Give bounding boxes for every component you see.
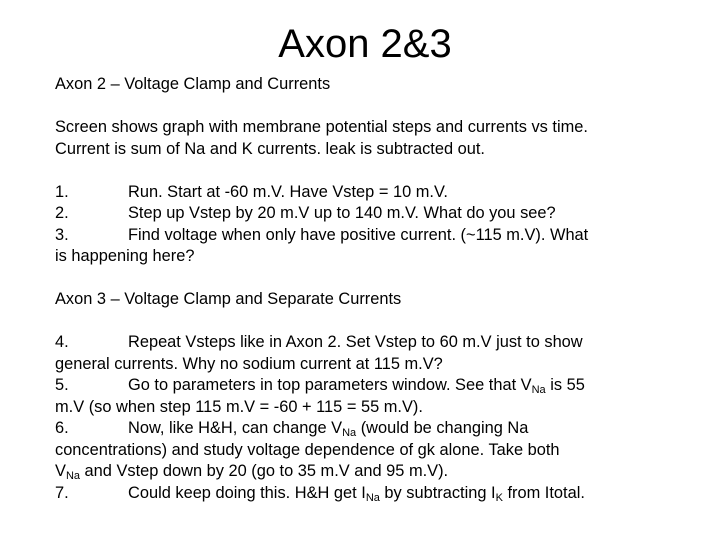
step-number: 4. bbox=[55, 333, 69, 351]
step-6-continuation-2 bbox=[55, 461, 655, 483]
step-3 bbox=[55, 225, 655, 247]
step-1 bbox=[55, 182, 655, 204]
step-4 bbox=[55, 332, 655, 354]
step-number: 2. bbox=[55, 204, 69, 222]
step-text: is 55 bbox=[545, 376, 585, 394]
step-number: 6. bbox=[55, 419, 69, 437]
spacer bbox=[55, 311, 655, 333]
subscript: Na bbox=[342, 427, 357, 439]
spacer bbox=[55, 268, 655, 290]
step-text: Step up Vstep by 20 m.V up to 140 m.V. What do you see? bbox=[128, 204, 556, 222]
step-text: Run. Start at -60 m.V. Have Vstep = 10 m.V. bbox=[128, 182, 448, 201]
subscript: K bbox=[495, 491, 503, 504]
step-number: 5. bbox=[55, 376, 69, 394]
step-text: Repeat Vsteps like in Axon 2. Set Vstep to 60 m.V just to show bbox=[128, 333, 583, 351]
step-6 bbox=[55, 418, 655, 440]
subscript: Na bbox=[531, 384, 546, 396]
step-text: Now, like H&H, can change V bbox=[128, 419, 343, 437]
step-4-continuation: general currents. Why no sodium current at 115 m.V? bbox=[55, 354, 443, 373]
step-number: 7. bbox=[55, 483, 69, 502]
step-6-continuation-1: concentrations) and study voltage dependence of gk alone. Take both bbox=[55, 440, 560, 459]
slide-body bbox=[55, 74, 655, 504]
axon2-intro-line-1: Screen shows graph with membrane potential steps and currents vs time. bbox=[55, 118, 588, 136]
spacer bbox=[55, 160, 655, 182]
step-text: and Vstep down by 20 (go to 35 m.V and 95 m.V). bbox=[80, 462, 449, 480]
slide-title: Axon 2&3 bbox=[278, 22, 452, 66]
spacer bbox=[55, 96, 655, 118]
step-3-continuation: is happening here? bbox=[55, 247, 195, 265]
axon3-heading: Axon 3 – Voltage Clamp and Separate Currents bbox=[55, 290, 402, 308]
step-5 bbox=[55, 375, 655, 397]
subscript: Na bbox=[65, 470, 80, 482]
axon2-heading: Axon 2 – Voltage Clamp and Currents bbox=[55, 75, 331, 93]
step-number: 3. bbox=[55, 225, 69, 244]
axon2-intro-line-2: Current is sum of Na and K currents. leak is subtracted out. bbox=[55, 139, 485, 158]
step-7 bbox=[55, 483, 655, 505]
step-2 bbox=[55, 203, 655, 225]
subscript: Na bbox=[365, 491, 380, 504]
step-text: from Itotal. bbox=[502, 483, 585, 502]
step-number: 1. bbox=[55, 182, 69, 201]
step-text: by subtracting I bbox=[379, 483, 496, 502]
step-text: V bbox=[55, 462, 66, 480]
step-5-continuation: m.V (so when step 115 m.V = -60 + 115 = 55 m.V). bbox=[55, 397, 423, 416]
step-text: (would be changing Na bbox=[356, 419, 529, 437]
step-text: Go to parameters in top parameters window. See that V bbox=[128, 376, 532, 394]
step-text: Could keep doing this. H&H get I bbox=[128, 483, 366, 502]
step-text: Find voltage when only have positive current. (~115 m.V). What bbox=[128, 225, 589, 244]
